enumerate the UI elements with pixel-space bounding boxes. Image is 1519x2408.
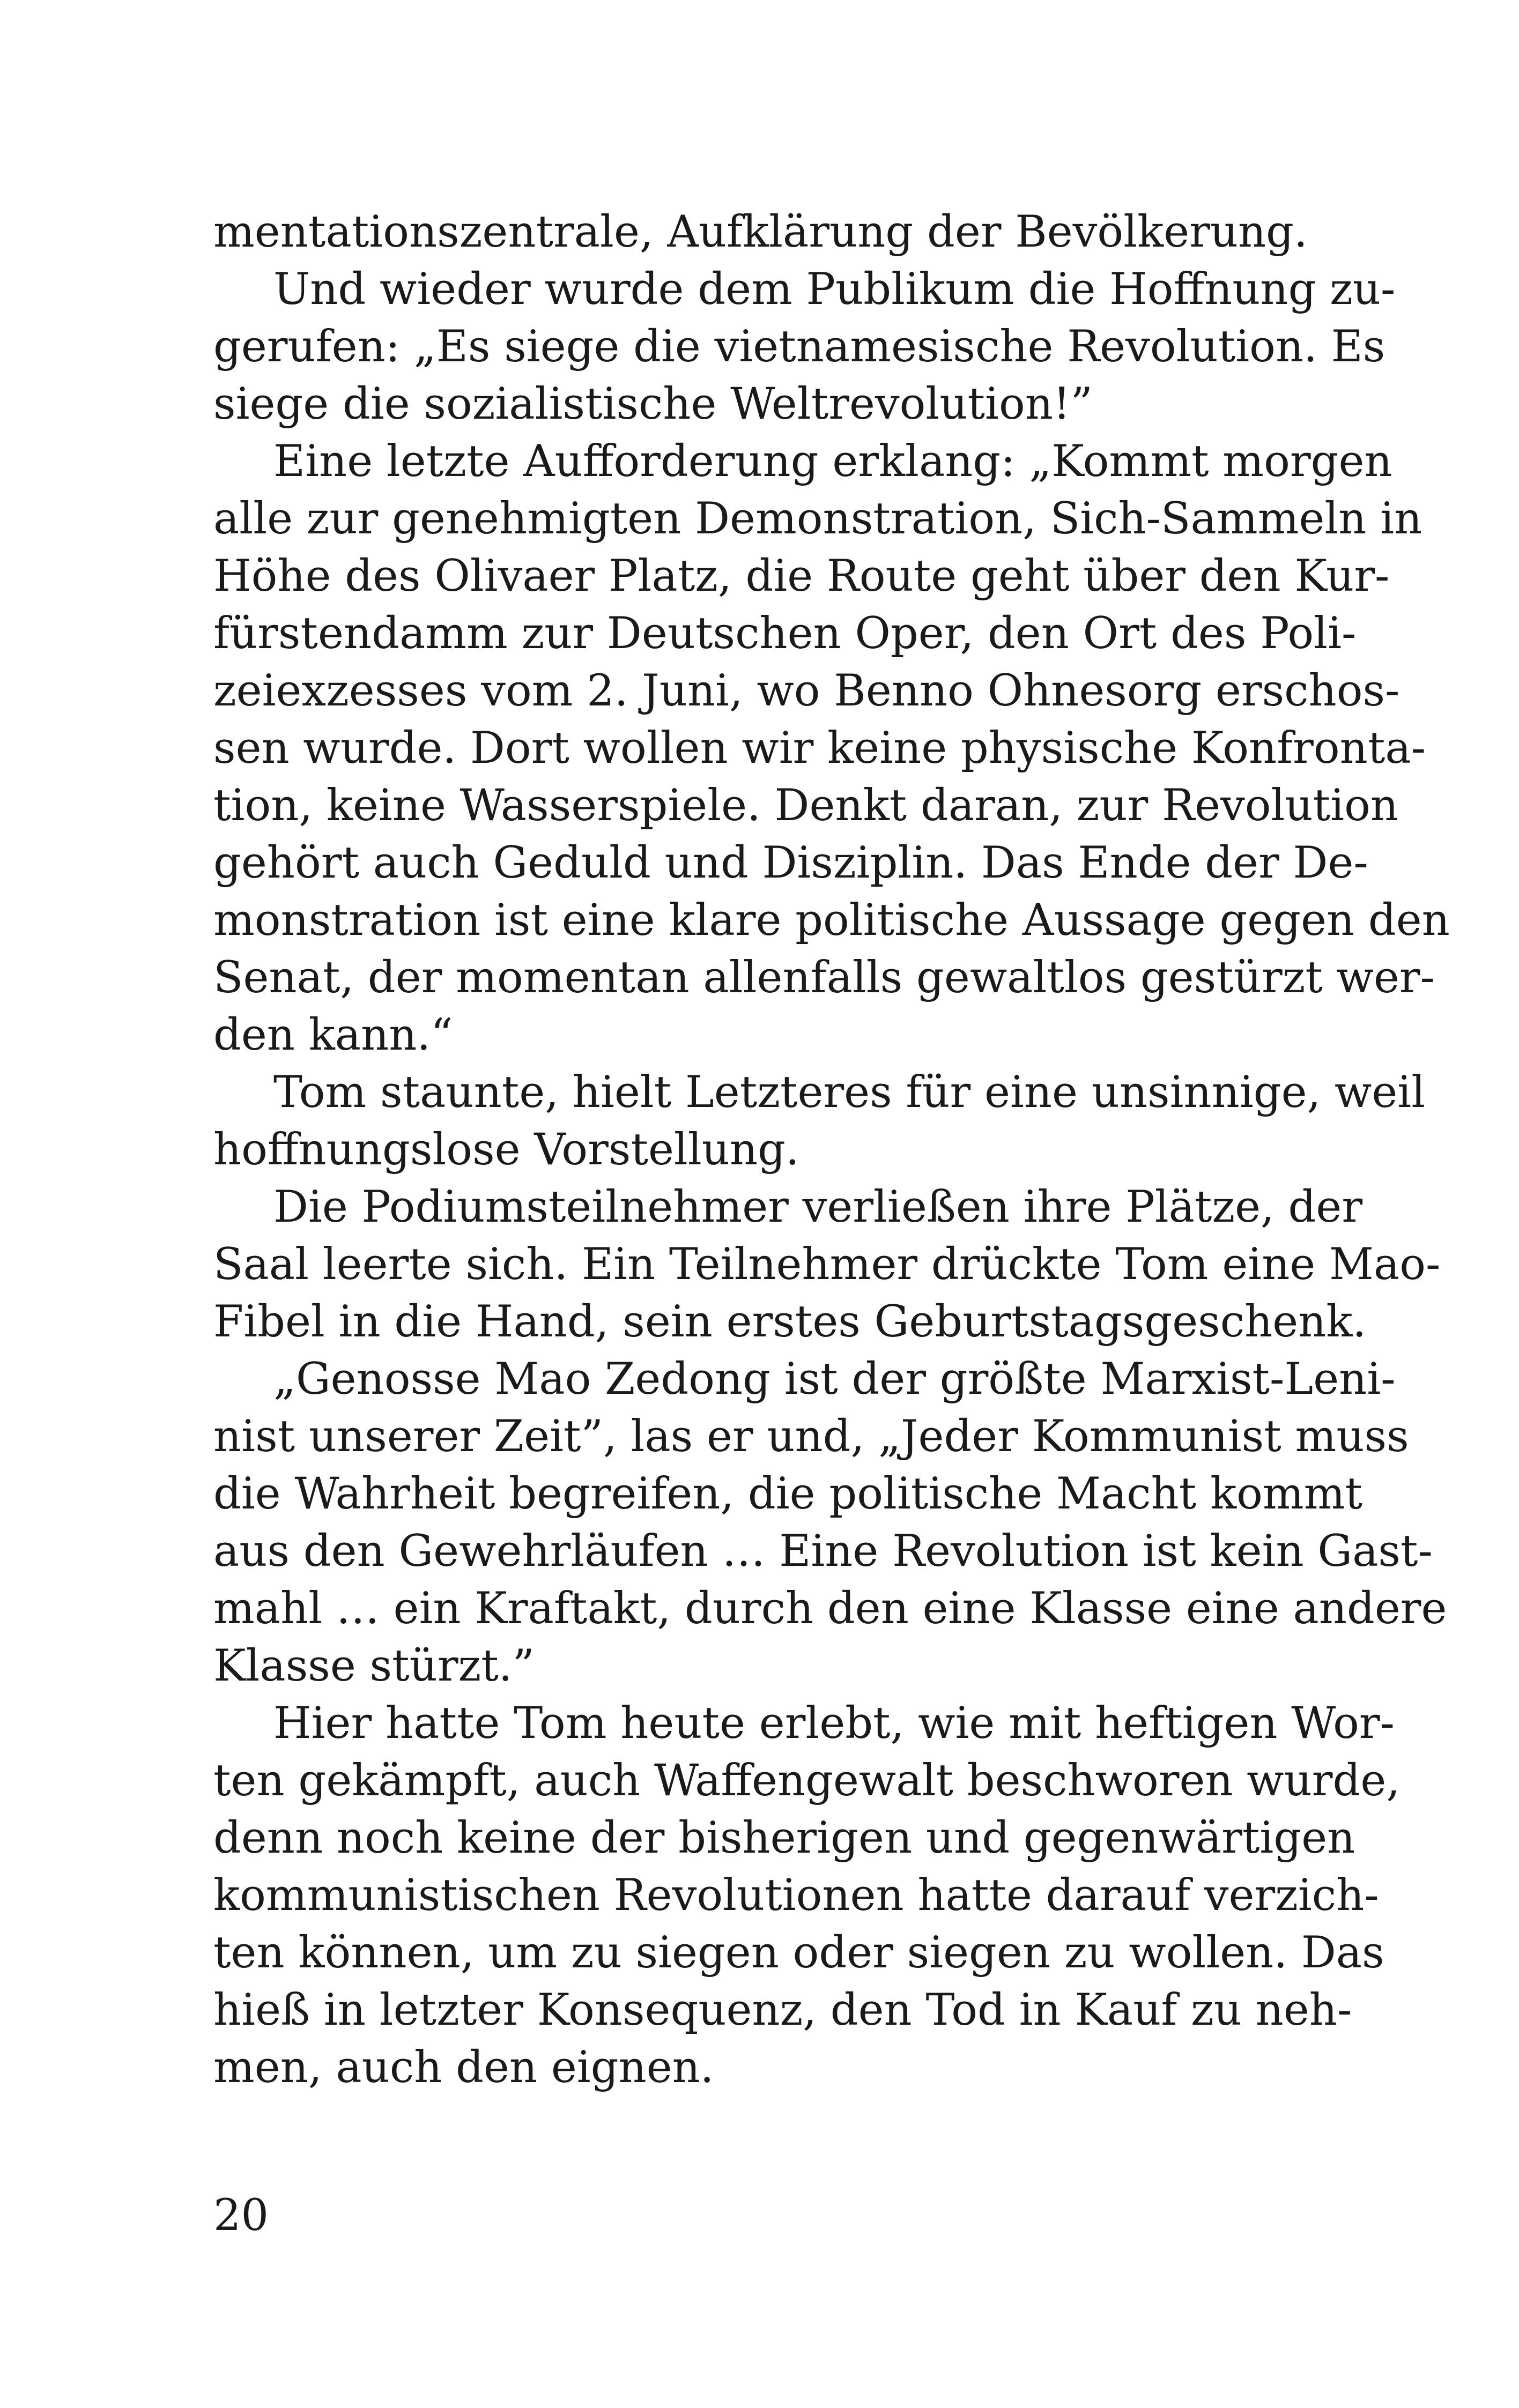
text-line: alle zur genehmigten Demonstration, Sich-Sammeln in xyxy=(213,494,1422,544)
text-line: „Genosse Mao Zedong ist der größte Marxist-Leni- xyxy=(273,1354,1396,1404)
text-line: Höhe des Olivaer Platz, die Route geht über den Kur- xyxy=(213,551,1390,601)
text-line: zeiexzesses vom 2. Juni, wo Benno Ohnesorg erschos- xyxy=(213,666,1400,716)
text-line: Die Podiumsteilnehmer verließen ihre Plätze, der xyxy=(273,1182,1363,1232)
text-line: fürstendamm zur Deutschen Oper, den Ort des Poli- xyxy=(213,608,1357,659)
text-line: Und wieder wurde dem Publikum die Hoffnung zu- xyxy=(273,264,1396,315)
page-number: 20 xyxy=(213,2190,269,2241)
text-line: men, auch den eignen. xyxy=(213,2042,714,2093)
text-line: monstration ist eine klare politische Aussage gegen den xyxy=(213,895,1450,946)
text-line: Hier hatte Tom heute erlebt, wie mit heftigen Wor- xyxy=(273,1698,1395,1749)
text-line: hoffnungslose Vorstellung. xyxy=(213,1125,799,1175)
text-line: Eine letzte Aufforderung erklang: „Kommt morgen xyxy=(273,436,1392,487)
text-line: tion, keine Wasserspiele. Denkt daran, zur Revolution xyxy=(213,781,1399,831)
text-line: hieß in letzter Konsequenz, den Tod in Kauf zu neh- xyxy=(213,1985,1352,2035)
body-text xyxy=(213,204,1450,2097)
text-line: mahl … ein Kraftakt, durch den eine Klasse eine andere xyxy=(213,1584,1447,1634)
text-line: siege die sozialistische Weltrevolution!” xyxy=(213,379,1093,429)
text-line: gehört auch Geduld und Disziplin. Das Ende der De- xyxy=(213,838,1368,888)
text-line: aus den Gewehrläufen … Eine Revolution ist kein Gast- xyxy=(213,1526,1433,1577)
text-line: die Wahrheit begreifen, die politische Macht kommt xyxy=(213,1469,1363,1519)
text-line: gerufen: „Es siege die vietnamesische Revolution. Es xyxy=(213,322,1385,372)
text-line: ten können, um zu siegen oder siegen zu wollen. Das xyxy=(213,1928,1384,1978)
text-line: Senat, der momentan allenfalls gewaltlos gestürzt wer- xyxy=(213,953,1435,1003)
text-line: ten gekämpft, auch Waffengewalt beschworen wurde, xyxy=(213,1756,1401,1806)
text-line: nist unserer Zeit”, las er und, „Jeder Kommunist muss xyxy=(213,1411,1409,1462)
text-line: mentationszentrale, Aufklärung der Bevölkerung. xyxy=(213,207,1308,257)
text-line: den kann.“ xyxy=(213,1010,453,1060)
text-line: Saal leerte sich. Ein Teilnehmer drückte Tom eine Mao- xyxy=(213,1239,1441,1290)
text-line: sen wurde. Dort wollen wir keine physische Konfronta- xyxy=(213,723,1426,774)
text-line: kommunistischen Revolutionen hatte darauf verzich- xyxy=(213,1870,1379,1921)
text-line: Fibel in die Hand, sein erstes Geburtstagsgeschenk. xyxy=(213,1297,1367,1347)
text-line: denn noch keine der bisherigen und gegenwärtigen xyxy=(213,1813,1355,1863)
text-line: Klasse stürzt.” xyxy=(213,1641,535,1691)
text-line: Tom staunte, hielt Letzteres für eine unsinnige, weil xyxy=(273,1067,1426,1118)
